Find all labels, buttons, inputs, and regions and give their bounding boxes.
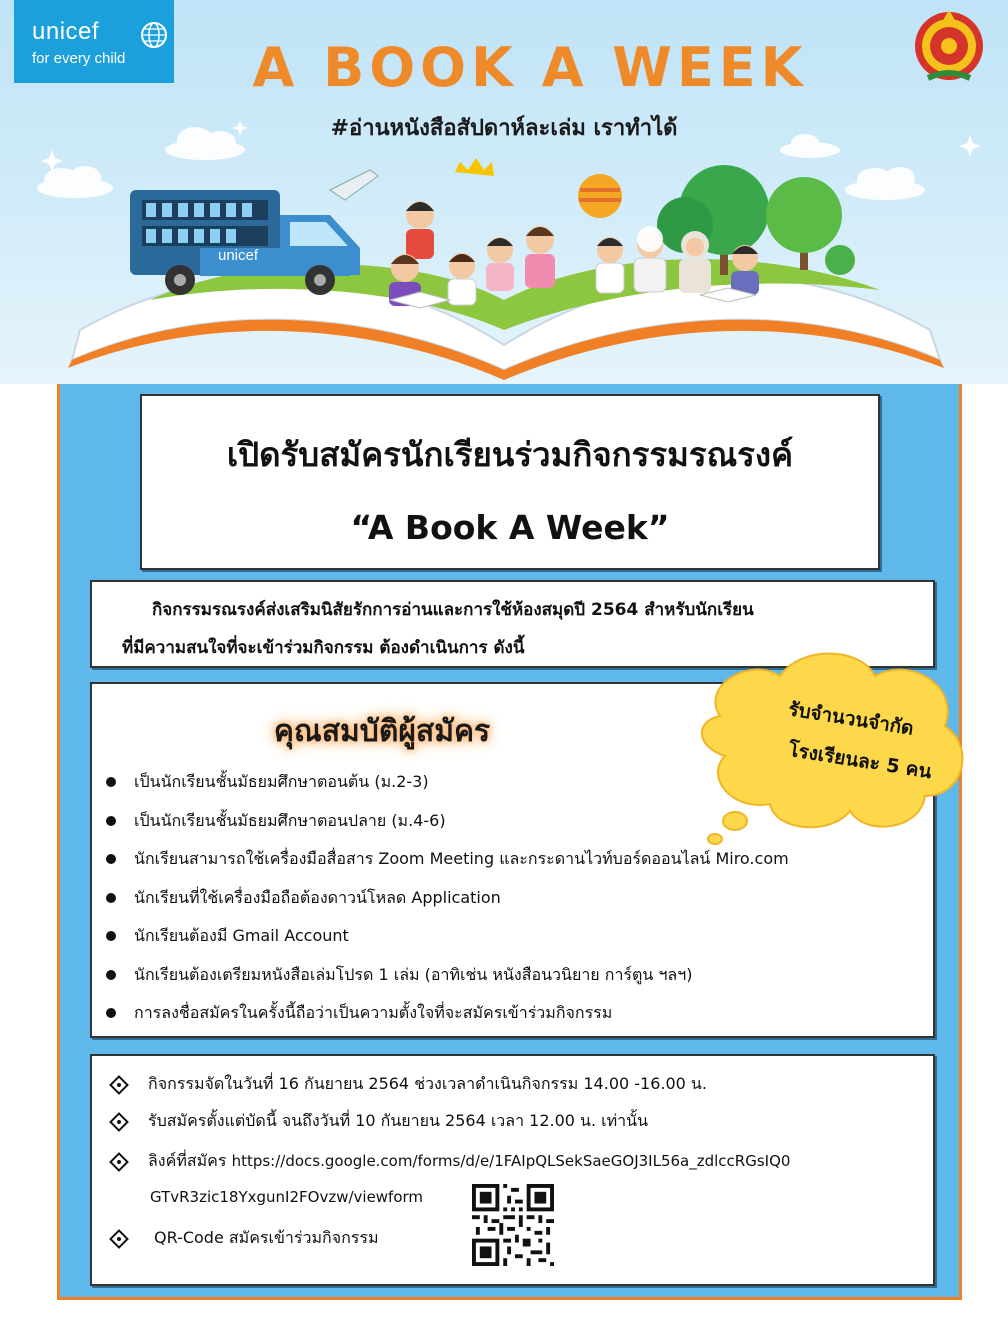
bullet-icon bbox=[106, 931, 116, 941]
limit-note-line-1: รับจำนวนจำกัด bbox=[786, 698, 916, 740]
unicef-logo-word: unicef bbox=[32, 18, 100, 45]
diamond-bullet-icon bbox=[108, 1111, 130, 1133]
list-item: นักเรียนที่ใช้เครื่องมือถือต้องดาวน์โหลด Application bbox=[104, 886, 789, 925]
announcement-box bbox=[140, 394, 880, 570]
details-box bbox=[90, 1054, 935, 1286]
bullet-icon bbox=[106, 893, 116, 903]
bullet-icon bbox=[106, 816, 116, 826]
activity-name: “A Book A Week” bbox=[350, 508, 670, 547]
qualifications-heading: คุณสมบัติผู้สมัคร bbox=[273, 714, 491, 749]
registration-link[interactable]: https://docs.google.com/forms/d/e/1FAIpQLSekSaeGOJ3IL56a_zdlccRGsIQ0 bbox=[231, 1152, 791, 1170]
diamond-bullet-icon bbox=[108, 1228, 130, 1250]
qr-code-icon[interactable] bbox=[472, 1184, 554, 1266]
list-item: เป็นนักเรียนชั้นมัธยมศึกษาตอนต้น (ม.2-3) bbox=[104, 770, 789, 809]
limit-note-line-2: โรงเรียนละ 5 คน bbox=[786, 738, 934, 784]
bullet-icon bbox=[106, 854, 116, 864]
list-item: นักเรียนสามารถใช้เครื่องมือสื่อสาร Zoom Meeting และกระดานไวท์บอร์ดออนไลน์ Miro.com bbox=[104, 847, 789, 886]
campaign-title: A BOOK A WEEK bbox=[252, 36, 808, 99]
bullet-icon bbox=[106, 1008, 116, 1018]
list-item: เป็นนักเรียนชั้นมัธยมศึกษาตอนปลาย (ม.4-6) bbox=[104, 809, 789, 848]
list-item: นักเรียนต้องมี Gmail Account bbox=[104, 924, 789, 963]
detail-link-label: ลิงค์ที่สมัคร bbox=[148, 1151, 227, 1170]
intro-line-2: ที่มีความสนใจที่จะเข้าร่วมกิจกรรม ต้องดำเนินการ ดังนี้ bbox=[122, 638, 525, 658]
campaign-hashtag: #อ่านหนังสือสัปดาห์ละเล่ม เราทำได้ bbox=[330, 116, 678, 141]
detail-deadline: รับสมัครตั้งแต่บัดนี้ จนถึงวันที่ 10 กันยายน 2564 เวลา 12.00 น. เท่านั้น bbox=[148, 1111, 649, 1130]
list-item: การลงชื่อสมัครในครั้งนี้ถือว่าเป็นความตั้งใจที่จะสมัครเข้าร่วมกิจกรรม bbox=[104, 1001, 789, 1040]
detail-date: กิจกรรมจัดในวันที่ 16 กันยายน 2564 ช่วงเวลาดำเนินกิจกรรม 14.00 -16.00 น. bbox=[148, 1074, 707, 1093]
diamond-bullet-icon bbox=[108, 1074, 130, 1096]
truck-label: unicef bbox=[218, 247, 259, 264]
content-board bbox=[57, 384, 962, 1300]
unicef-logo-tagline: for every child bbox=[32, 50, 126, 67]
bullet-icon bbox=[106, 777, 116, 787]
diamond-bullet-icon bbox=[108, 1151, 130, 1173]
list-item: นักเรียนต้องเตรียมหนังสือเล่มโปรด 1 เล่ม (อาทิเช่น หนังสือนวนิยาย การ์ตูน ฯลฯ) bbox=[104, 963, 789, 1002]
detail-qr-label: QR-Code สมัครเข้าร่วมกิจกรรม bbox=[154, 1228, 379, 1247]
header-banner bbox=[0, 0, 1008, 384]
bullet-icon bbox=[106, 970, 116, 980]
intro-line-1: กิจกรรมรณรงค์ส่งเสริมนิสัยรักการอ่านและการใช้ห้องสมุดปี 2564 สำหรับนักเรียน bbox=[152, 600, 754, 620]
registration-link-continued[interactable]: GTvR3zic18YxgunI2FOvzw/viewform bbox=[150, 1188, 424, 1206]
announcement-heading: เปิดรับสมัครนักเรียนร่วมกิจกรรมรณรงค์ bbox=[226, 435, 794, 474]
